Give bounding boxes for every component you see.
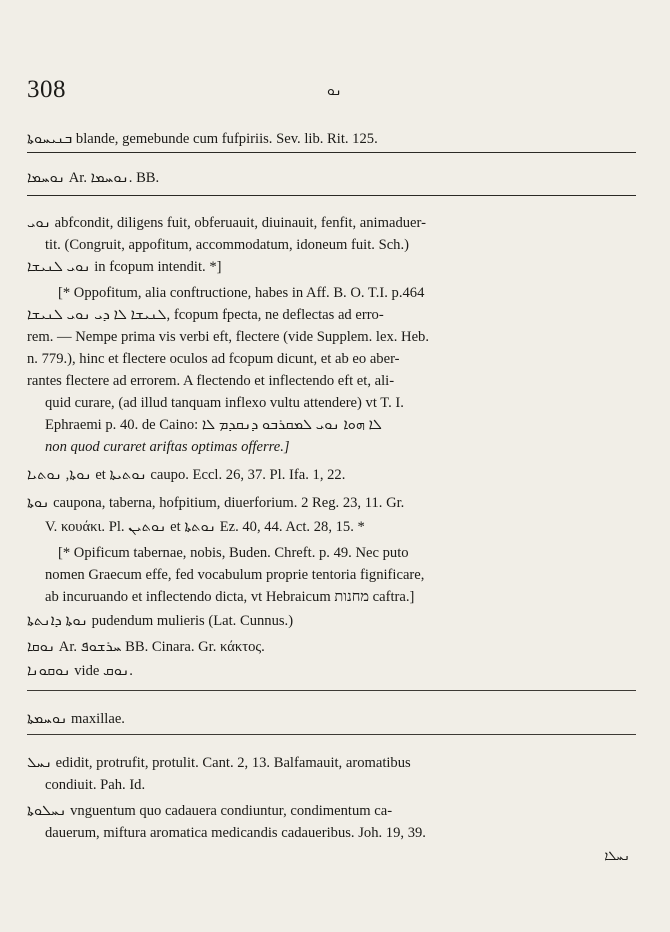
entry-line: ܢܘܝ ܠܢܝܫܐ in fcopum intendit. *]	[27, 259, 222, 275]
entry-line: ܢܘܩܐ Ar. ܚܪܫܘܦ BB. Cinara. Gr. κάκτος.	[27, 639, 265, 655]
page-number: 308	[27, 76, 66, 103]
entry-line: ܢܚܠ edidit, protrufit, protulit. Cant. 2, 13. Balfamauit, aromatibus	[27, 755, 411, 771]
entry-line: ܠܢܝܫܐ ܠܐ ܕܝ ܢܘܝ ܠܢܝܫܐ, fcopum fpecta, ne deflectas ad erro-	[27, 307, 384, 323]
entry-line: Ephraemi p. 40. de Caino: ܠܐ ܗܘܐ ܢܘܝ ܠܡܩܪܒܘ ܕܢܩܕܡ ܠܐ	[45, 417, 383, 433]
entry-line: ܢܘܚܡܐ Ar. ܢܘܚܡܐ. BB.	[27, 170, 160, 186]
entry-line: [* Opificum tabernae, nobis, Buden. Chreft. p. 49. Nec puto	[58, 545, 409, 561]
entry-divider	[27, 152, 636, 153]
catchword: ܢܚܠܐ	[604, 848, 630, 863]
entry-line: nomen Graecum effe, fed vocabulum proprie tentoria fignificare,	[45, 567, 425, 583]
page-header	[27, 76, 630, 106]
running-head: ܢܘ	[327, 84, 342, 99]
entry-line: ܢܘܬܐ caupona, taberna, hofpitium, diuerforium. 2 Reg. 23, 11. Gr.	[27, 495, 405, 511]
entry-line: ܒܢܝܚܘܬܐ blande, gemebunde cum fufpiriis. Sev. lib. Rit. 125.	[27, 131, 378, 147]
entry-line: quid curare, (ad illud tanquam inflexo vultu attendere) vt T. I.	[45, 395, 404, 411]
entry-line: ܢܘܚܡܬܐ maxillae.	[27, 711, 125, 727]
entry-divider	[27, 690, 636, 691]
entry-line: rem. — Nempe prima vis verbi eft, flectere (vide Supplem. lex. Heb.	[27, 329, 430, 345]
entry-line: non quod curaret ariftas optimas offerre.]	[45, 439, 290, 455]
entry-line: condiuit. Pah. Id.	[45, 777, 146, 793]
entry-line: V. κουάκι. Pl. ܢܘܬܝܢ et ܢܘܬܬܐ Ez. 40, 44. Act. 28, 15. *	[45, 519, 365, 535]
entry-line: dauerum, miftura aromatica medicandis cadaueribus. Joh. 19, 39.	[45, 825, 426, 841]
entry-divider	[27, 734, 636, 735]
entry-line: ab incuruando et inflectendo dicta, vt Hebraicum מחנות caftra.]	[45, 589, 415, 605]
entry-line: ܢܚܠܘܬܐ vnguentum quo cadauera condiuntur, condimentum ca-	[27, 803, 393, 819]
entry-line: ܢܘܬܐ ܕܐܢܬܬܐ pudendum mulieris (Lat. Cunnus.)	[27, 613, 294, 629]
entry-line: ܢܘܩܘܢܐ vide ܢܘܩ.	[27, 663, 133, 679]
entry-line: rantes flectere ad errorem. A flectendo et inflectendo eft et, ali-	[27, 373, 395, 389]
entry-line: ܢܘܝ abfcondit, diligens fuit, obferuauit, diuinauit, fenfit, animaduer-	[27, 215, 426, 231]
entry-divider	[27, 195, 636, 196]
entry-line: [* Oppofitum, alia conftructione, habes in Aff. B. O. T.I. p.464	[58, 285, 425, 301]
entry-line: n. 779.), hinc et flectere oculos ad fcopum dicunt, et ab eo aber-	[27, 351, 400, 367]
entry-line: tit. (Congruit, appofitum, accommodatum, idoneum fuit. Sch.)	[45, 237, 409, 253]
entry-line: ܢܘܬܐ, ܢܘܬܝܐ et ܢܘܬܝܬܐ caupo. Eccl. 26, 37. Pl. Ifa. 1, 22.	[27, 467, 346, 483]
